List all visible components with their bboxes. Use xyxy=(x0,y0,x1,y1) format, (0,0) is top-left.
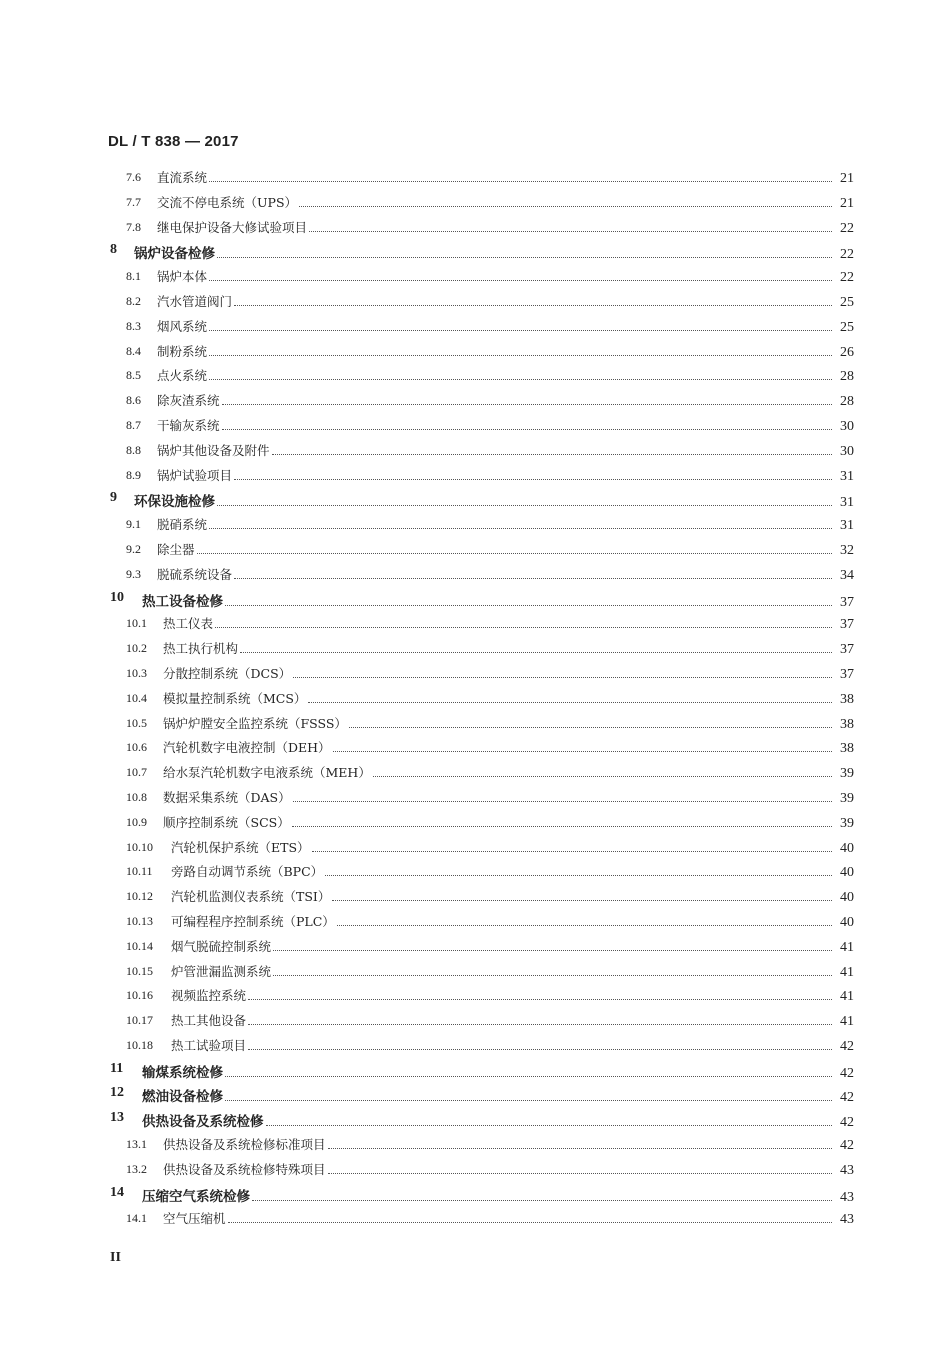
toc-entry-line xyxy=(171,1011,854,1030)
toc-entry-title: 锅炉炉膛安全监控系统（FSSS） xyxy=(163,715,347,731)
toc-entry-line xyxy=(157,218,854,237)
toc-chapter-entry[interactable] xyxy=(0,1059,950,1084)
toc-entry-number: 7.7 xyxy=(126,194,141,209)
toc-entry-page: 28 xyxy=(840,369,854,385)
toc-leader-dots xyxy=(217,257,832,258)
toc-entry-number: 10.17 xyxy=(126,1013,153,1028)
toc-entry-page: 32 xyxy=(840,542,854,558)
toc-entry-page: 41 xyxy=(840,989,854,1005)
toc-entry-line xyxy=(171,838,854,857)
toc-leader-dots xyxy=(337,925,832,926)
toc-entry-number: 10.11 xyxy=(126,864,153,879)
toc-entry-title: 汽轮机保护系统（ETS） xyxy=(171,839,310,855)
toc-section-entry[interactable] xyxy=(0,1133,950,1158)
toc-entry-title: 空气压缩机 xyxy=(163,1211,226,1227)
toc-entry-line xyxy=(134,490,854,511)
toc-entry-page: 22 xyxy=(840,220,854,236)
toc-leader-dots xyxy=(209,528,832,529)
toc-entry-page: 38 xyxy=(840,691,854,707)
toc-entry-number: 12 xyxy=(110,1085,124,1101)
toc-entry-line xyxy=(163,763,854,782)
toc-chapter-entry[interactable] xyxy=(0,1108,950,1133)
toc-entry-number: 10.9 xyxy=(126,814,147,829)
table-of-contents xyxy=(0,166,950,1232)
toc-entry-title: 供热设备及系统检修 xyxy=(142,1114,264,1131)
toc-section-entry[interactable] xyxy=(0,786,950,811)
toc-entry-page: 42 xyxy=(840,1038,854,1054)
toc-entry-page: 37 xyxy=(840,594,854,610)
toc-section-entry[interactable] xyxy=(0,910,950,935)
toc-entry-title: 交流不停电系统（UPS） xyxy=(157,194,298,210)
toc-entry-number: 14 xyxy=(110,1184,124,1200)
toc-entry-line xyxy=(142,1185,854,1206)
toc-entry-title: 汽轮机数字电液控制（DEH） xyxy=(163,740,331,756)
toc-section-entry[interactable] xyxy=(0,811,950,836)
toc-entry-title: 顺序控制系统（SCS） xyxy=(163,814,290,830)
toc-section-entry[interactable] xyxy=(0,637,950,662)
toc-entry-line xyxy=(163,614,854,633)
toc-entry-title: 烟气脱硫控制系统 xyxy=(171,938,272,954)
toc-leader-dots xyxy=(333,751,832,752)
toc-leader-dots xyxy=(240,652,832,653)
toc-chapter-entry[interactable] xyxy=(0,1083,950,1108)
toc-leader-dots xyxy=(273,950,832,951)
toc-entry-title: 可编程程序控制系统（PLC） xyxy=(171,913,335,929)
toc-section-entry[interactable] xyxy=(0,464,950,489)
toc-section-entry[interactable] xyxy=(0,265,950,290)
toc-entry-line xyxy=(157,441,854,460)
toc-entry-number: 8.8 xyxy=(126,442,141,457)
toc-entry-title: 直流系统 xyxy=(157,170,208,185)
toc-section-entry[interactable] xyxy=(0,166,950,191)
toc-section-entry[interactable] xyxy=(0,191,950,216)
toc-entry-number: 10.3 xyxy=(126,665,147,680)
toc-entry-line xyxy=(142,590,854,611)
toc-entry-number: 10.2 xyxy=(126,641,147,656)
toc-section-entry[interactable] xyxy=(0,1158,950,1183)
toc-entry-line xyxy=(157,416,854,435)
toc-entry-page: 42 xyxy=(840,1090,854,1106)
toc-leader-dots xyxy=(217,505,832,506)
toc-section-entry[interactable] xyxy=(0,439,950,464)
toc-entry-number: 13 xyxy=(110,1110,124,1126)
toc-entry-title: 锅炉本体 xyxy=(157,269,208,285)
toc-section-entry[interactable] xyxy=(0,364,950,389)
toc-entry-title: 锅炉设备检修 xyxy=(134,246,215,263)
toc-entry-line xyxy=(163,1160,854,1179)
toc-entry-title: 干输灰系统 xyxy=(157,417,220,433)
toc-entry-line xyxy=(157,193,854,212)
toc-leader-dots xyxy=(252,1200,832,1201)
toc-entry-line xyxy=(171,937,854,956)
toc-leader-dots xyxy=(234,479,832,480)
toc-entry-number: 10.16 xyxy=(126,988,153,1003)
page-number-footer: II xyxy=(110,1250,121,1265)
toc-leader-dots xyxy=(308,702,832,703)
toc-entry-page: 43 xyxy=(840,1162,854,1178)
toc-section-entry[interactable] xyxy=(0,1034,950,1059)
toc-entry-line xyxy=(171,912,854,931)
toc-entry-page: 42 xyxy=(840,1138,854,1154)
toc-leader-dots xyxy=(328,1148,832,1149)
toc-entry-page: 22 xyxy=(840,270,854,286)
toc-leader-dots xyxy=(293,677,832,678)
toc-section-entry[interactable] xyxy=(0,315,950,340)
toc-entry-title: 模拟量控制系统（MCS） xyxy=(163,690,307,706)
toc-chapter-entry[interactable] xyxy=(0,588,950,613)
toc-section-entry[interactable] xyxy=(0,513,950,538)
toc-section-entry[interactable] xyxy=(0,389,950,414)
toc-section-entry[interactable] xyxy=(0,687,950,712)
toc-chapter-entry[interactable] xyxy=(0,1183,950,1208)
toc-entry-page: 31 xyxy=(840,518,854,534)
toc-entry-page: 30 xyxy=(840,418,854,434)
toc-section-entry[interactable] xyxy=(0,935,950,960)
toc-entry-number: 10.1 xyxy=(126,616,147,631)
toc-leader-dots xyxy=(209,181,832,182)
toc-entry-line xyxy=(163,639,854,658)
toc-entry-page: 39 xyxy=(840,766,854,782)
toc-entry-line xyxy=(171,887,854,906)
toc-entry-line xyxy=(163,738,854,757)
toc-entry-number: 10.10 xyxy=(126,839,153,854)
toc-leader-dots xyxy=(309,231,832,232)
toc-leader-dots xyxy=(225,1076,832,1077)
toc-entry-title: 制粉系统 xyxy=(157,343,208,359)
toc-entry-title: 除灰渣系统 xyxy=(157,393,220,409)
toc-leader-dots xyxy=(349,727,832,728)
toc-section-entry[interactable] xyxy=(0,340,950,365)
toc-entry-title: 压缩空气系统检修 xyxy=(142,1188,250,1205)
toc-entry-page: 25 xyxy=(840,319,854,335)
toc-entry-title: 旁路自动调节系统（BPC） xyxy=(171,864,324,880)
toc-section-entry[interactable] xyxy=(0,836,950,861)
toc-entry-line xyxy=(163,788,854,807)
toc-entry-line xyxy=(157,342,854,361)
toc-entry-number: 11 xyxy=(110,1060,124,1076)
toc-entry-number: 9.3 xyxy=(126,566,141,581)
toc-entry-line xyxy=(163,1209,854,1228)
toc-entry-line xyxy=(157,466,854,485)
toc-leader-dots xyxy=(197,553,832,554)
toc-section-entry[interactable] xyxy=(0,290,950,315)
toc-entry-number: 8.9 xyxy=(126,467,141,482)
toc-leader-dots xyxy=(293,801,832,802)
toc-entry-line xyxy=(157,565,854,584)
toc-entry-line xyxy=(157,515,854,534)
toc-section-entry[interactable] xyxy=(0,1207,950,1232)
toc-leader-dots xyxy=(225,605,832,606)
toc-leader-dots xyxy=(325,875,832,876)
toc-entry-title: 烟风系统 xyxy=(157,318,208,334)
toc-entry-line xyxy=(157,292,854,311)
toc-entry-number: 8 xyxy=(110,242,117,258)
toc-entry-title: 除尘器 xyxy=(157,541,195,557)
toc-entry-line xyxy=(171,1036,854,1055)
toc-entry-title: 炉管泄漏监测系统 xyxy=(171,963,272,979)
toc-entry-line xyxy=(163,664,854,683)
toc-section-entry[interactable] xyxy=(0,216,950,241)
toc-entry-title: 视频监控系统 xyxy=(171,988,247,1004)
toc-entry-number: 13.1 xyxy=(126,1137,147,1152)
toc-entry-line xyxy=(163,714,854,733)
toc-entry-page: 43 xyxy=(840,1189,854,1205)
toc-entry-page: 37 xyxy=(840,666,854,682)
toc-leader-dots xyxy=(234,305,832,306)
toc-entry-page: 43 xyxy=(840,1212,854,1228)
toc-entry-line xyxy=(142,1085,854,1106)
toc-section-entry[interactable] xyxy=(0,612,950,637)
toc-entry-title: 给水泵汽轮机数字电液系统（MEH） xyxy=(163,765,371,781)
toc-entry-title: 热工执行机构 xyxy=(163,641,239,657)
toc-leader-dots xyxy=(225,1100,832,1101)
toc-entry-title: 汽轮机监测仪表系统（TSI） xyxy=(171,889,331,905)
toc-section-entry[interactable] xyxy=(0,563,950,588)
toc-entry-page: 37 xyxy=(840,642,854,658)
toc-entry-number: 10.18 xyxy=(126,1037,153,1052)
toc-entry-number: 7.6 xyxy=(126,170,141,184)
toc-entry-number: 14.1 xyxy=(126,1211,147,1226)
toc-entry-title: 输煤系统检修 xyxy=(142,1064,223,1081)
toc-leader-dots xyxy=(332,900,832,901)
toc-entry-number: 10 xyxy=(110,589,124,605)
toc-entry-number: 8.6 xyxy=(126,393,141,408)
toc-entry-title: 供热设备及系统检修特殊项目 xyxy=(163,1161,326,1177)
toc-entry-line xyxy=(157,267,854,286)
toc-leader-dots xyxy=(328,1173,832,1174)
toc-entry-line xyxy=(163,1135,854,1154)
toc-leader-dots xyxy=(312,851,832,852)
toc-entry-page: 38 xyxy=(840,716,854,732)
toc-entry-title: 热工其他设备 xyxy=(171,1013,247,1029)
toc-entry-page: 41 xyxy=(840,1014,854,1030)
toc-leader-dots xyxy=(248,1024,832,1025)
toc-entry-title: 数据采集系统（DAS） xyxy=(163,789,291,805)
toc-leader-dots xyxy=(248,1049,832,1050)
toc-section-entry[interactable] xyxy=(0,538,950,563)
toc-entry-line xyxy=(157,391,854,410)
toc-entry-line xyxy=(134,242,854,263)
toc-entry-page: 21 xyxy=(840,195,854,211)
toc-entry-page: 42 xyxy=(840,1115,854,1131)
toc-entry-line xyxy=(171,962,854,981)
toc-leader-dots xyxy=(209,379,832,380)
toc-section-entry[interactable] xyxy=(0,960,950,985)
toc-entry-line xyxy=(163,689,854,708)
toc-entry-page: 40 xyxy=(840,914,854,930)
toc-chapter-entry[interactable] xyxy=(0,240,950,265)
toc-section-entry[interactable] xyxy=(0,885,950,910)
toc-entry-page: 41 xyxy=(840,964,854,980)
toc-leader-dots xyxy=(234,578,832,579)
toc-entry-number: 7.8 xyxy=(126,219,141,234)
toc-entry-number: 10.8 xyxy=(126,789,147,804)
toc-entry-page: 25 xyxy=(840,294,854,310)
toc-entry-page: 40 xyxy=(840,840,854,856)
toc-section-entry[interactable] xyxy=(0,761,950,786)
toc-leader-dots xyxy=(248,999,832,1000)
toc-leader-dots xyxy=(209,355,832,356)
toc-entry-title: 供热设备及系统检修标准项目 xyxy=(163,1137,326,1153)
toc-entry-number: 8.2 xyxy=(126,293,141,308)
toc-leader-dots xyxy=(273,975,832,976)
toc-leader-dots xyxy=(373,776,832,777)
toc-section-entry[interactable] xyxy=(0,984,950,1009)
toc-leader-dots xyxy=(222,429,832,430)
toc-entry-number: 8.4 xyxy=(126,343,141,358)
toc-entry-number: 10.7 xyxy=(126,765,147,780)
toc-entry-line xyxy=(171,986,854,1005)
toc-entry-line xyxy=(157,366,854,385)
toc-entry-title: 点火系统 xyxy=(157,368,208,384)
toc-entry-number: 8.1 xyxy=(126,269,141,284)
toc-chapter-entry[interactable] xyxy=(0,488,950,513)
toc-entry-page: 34 xyxy=(840,567,854,583)
toc-leader-dots xyxy=(266,1125,833,1126)
toc-entry-page: 40 xyxy=(840,865,854,881)
toc-section-entry[interactable] xyxy=(0,414,950,439)
toc-entry-page: 38 xyxy=(840,741,854,757)
toc-leader-dots xyxy=(209,280,832,281)
toc-entry-line xyxy=(142,1061,854,1082)
toc-section-entry[interactable] xyxy=(0,712,950,737)
toc-entry-title: 锅炉其他设备及附件 xyxy=(157,442,270,458)
toc-entry-title: 汽水管道阀门 xyxy=(157,293,233,309)
toc-entry-line xyxy=(157,168,854,187)
toc-entry-page: 41 xyxy=(840,939,854,955)
toc-entry-title: 热工设备检修 xyxy=(142,593,223,610)
toc-entry-page: 31 xyxy=(840,495,854,511)
toc-leader-dots xyxy=(228,1222,832,1223)
toc-entry-number: 13.2 xyxy=(126,1161,147,1176)
toc-entry-page: 30 xyxy=(840,443,854,459)
toc-entry-line xyxy=(157,540,854,559)
toc-leader-dots xyxy=(272,454,832,455)
toc-entry-line xyxy=(163,813,854,832)
document-code-header: DL / T 838 — 2017 xyxy=(108,133,239,150)
toc-entry-number: 10.5 xyxy=(126,715,147,730)
toc-entry-number: 9.2 xyxy=(126,541,141,556)
toc-leader-dots xyxy=(209,330,832,331)
toc-entry-number: 8.5 xyxy=(126,368,141,383)
toc-entry-page: 42 xyxy=(840,1065,854,1081)
toc-leader-dots xyxy=(222,404,832,405)
toc-entry-number: 10.12 xyxy=(126,889,153,904)
toc-entry-number: 10.4 xyxy=(126,690,147,705)
toc-entry-page: 39 xyxy=(840,790,854,806)
toc-entry-page: 28 xyxy=(840,394,854,410)
toc-entry-number: 8.7 xyxy=(126,417,141,432)
toc-entry-page: 39 xyxy=(840,815,854,831)
toc-section-entry[interactable] xyxy=(0,736,950,761)
toc-entry-page: 22 xyxy=(840,247,854,263)
toc-entry-number: 10.15 xyxy=(126,963,153,978)
toc-entry-title: 热工仪表 xyxy=(163,616,214,632)
toc-entry-line xyxy=(171,862,854,881)
toc-entry-page: 26 xyxy=(840,344,854,360)
toc-entry-line xyxy=(157,317,854,336)
toc-entry-title: 分散控制系统（DCS） xyxy=(163,665,292,681)
toc-leader-dots xyxy=(215,627,832,628)
toc-entry-page: 37 xyxy=(840,617,854,633)
toc-entry-title: 脱硝系统 xyxy=(157,517,208,533)
toc-section-entry[interactable] xyxy=(0,1009,950,1034)
toc-leader-dots xyxy=(299,206,832,207)
toc-entry-title: 燃油设备检修 xyxy=(142,1089,223,1106)
toc-entry-title: 热工试验项目 xyxy=(171,1037,247,1053)
toc-entry-number: 10.13 xyxy=(126,913,153,928)
toc-entry-title: 环保设施检修 xyxy=(134,494,215,511)
toc-entry-title: 锅炉试验项目 xyxy=(157,467,233,483)
toc-entry-page: 21 xyxy=(840,171,854,186)
toc-entry-title: 脱硫系统设备 xyxy=(157,566,233,582)
toc-leader-dots xyxy=(292,826,832,827)
toc-entry-number: 8.3 xyxy=(126,318,141,333)
toc-entry-line xyxy=(142,1110,854,1131)
toc-entry-number: 9.1 xyxy=(126,517,141,532)
toc-entry-number: 10.6 xyxy=(126,740,147,755)
toc-section-entry[interactable] xyxy=(0,662,950,687)
toc-entry-number: 9 xyxy=(110,490,117,506)
toc-section-entry[interactable] xyxy=(0,860,950,885)
toc-entry-page: 31 xyxy=(840,468,854,484)
toc-entry-number: 10.14 xyxy=(126,938,153,953)
toc-entry-title: 继电保护设备大修试验项目 xyxy=(157,219,308,235)
toc-entry-page: 40 xyxy=(840,890,854,906)
